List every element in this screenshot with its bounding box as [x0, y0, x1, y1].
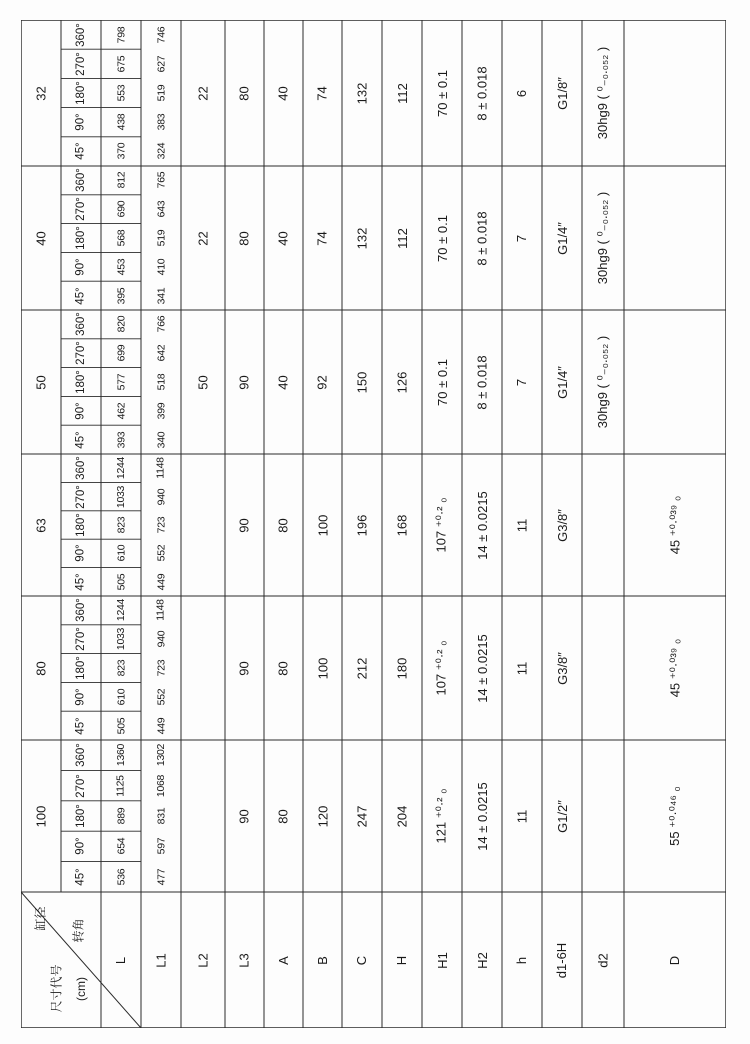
angle-header-text: 270°: [74, 197, 87, 222]
angle-header-text: 90°: [74, 688, 87, 706]
angle-header-label: 转角: [71, 918, 86, 943]
cell-C-text: 196: [354, 514, 370, 536]
cell-A-text: 80: [276, 808, 291, 824]
bore-header-100-text: 100: [33, 805, 49, 827]
cell-L3-text: 80: [237, 230, 252, 246]
table-grid: [21, 20, 726, 1028]
row-label-h-text: h: [514, 956, 530, 964]
cell-H-text: 180: [394, 657, 410, 679]
cell-L-text: 395: [115, 287, 127, 304]
cylinder-dimension-table: [21, 20, 726, 1028]
cell-L-text: 675: [115, 55, 127, 73]
cell-h-text: 11: [514, 518, 530, 532]
cell-L-text: 889: [115, 807, 127, 825]
cell-C-text: 150: [354, 371, 370, 393]
cell-B-text: 74: [315, 85, 330, 101]
cell-A-text: 40: [276, 374, 291, 390]
cell-h-text: 7: [514, 378, 530, 386]
cell-L-text: 699: [115, 344, 127, 362]
cell-L1-text: 518: [155, 373, 167, 391]
cell-L1-text: 627: [155, 55, 167, 73]
angle-header-text: 90°: [74, 258, 87, 276]
angle-header-text: 180°: [74, 81, 87, 105]
cell-L-text: 610: [115, 688, 127, 706]
cell-H1-text: 107 ⁺⁰·² ₀: [434, 640, 450, 696]
cell-h-text: 7: [514, 234, 530, 242]
cell-L3-text: 90: [237, 808, 252, 824]
row-label-h2-text: H2: [474, 951, 490, 969]
bore-header-label: 缸径: [33, 906, 48, 931]
row-label-l2-text: L2: [195, 952, 211, 968]
row-label-h1-text: H1: [434, 951, 450, 969]
cell-L-text: 438: [115, 113, 127, 131]
angle-header-text: 45°: [74, 430, 87, 449]
cell-L1-text: 341: [155, 287, 167, 304]
cell-d1-text: G1/8″: [554, 76, 570, 110]
cell-B-text: 92: [315, 374, 330, 390]
cell-L-text: 505: [115, 573, 127, 591]
bore-header-40-text: 40: [33, 230, 49, 246]
cell-L1-text: 552: [155, 688, 167, 706]
cell-L1-text: 723: [155, 516, 167, 534]
cell-h-text: 6: [514, 89, 530, 97]
cell-L1-text: 746: [155, 26, 167, 43]
bore-header-50-text: 50: [33, 374, 49, 390]
angle-header-text: 90°: [74, 544, 87, 563]
cell-L1-text: 642: [155, 344, 167, 362]
angle-header-text: 180°: [74, 513, 87, 537]
cell-d1-text: G1/4″: [554, 221, 570, 255]
cell-L-text: 1244: [114, 457, 127, 480]
cell-L-text: 820: [115, 316, 127, 333]
cell-L-text: 690: [115, 200, 127, 218]
cell-L-text: 577: [115, 373, 127, 391]
cell-d2-text: 30hg9 ( ⁰₋₀.₀₅₂ ): [595, 46, 610, 140]
angle-header-text: 45°: [74, 868, 87, 886]
angle-header-text: 180°: [74, 656, 87, 680]
cell-L1-text: 831: [155, 807, 167, 825]
bore-header-80-text: 80: [33, 660, 49, 676]
cell-L-text: 393: [115, 431, 127, 448]
cell-L-text: 453: [115, 258, 127, 276]
cell-h-text: 11: [514, 809, 530, 823]
cell-L1-text: 340: [155, 431, 167, 448]
cell-L1-text: 449: [155, 717, 167, 734]
angle-header-text: 360°: [74, 312, 87, 337]
cell-L1-text: 410: [155, 258, 167, 276]
cell-B-text: 100: [314, 657, 330, 679]
cell-H-text: 168: [394, 514, 410, 536]
angle-header-text: 360°: [74, 168, 87, 193]
cell-L1-text: 383: [155, 113, 167, 131]
cell-L1-text: 765: [155, 172, 167, 189]
cell-L-text: 1033: [114, 485, 127, 508]
row-label-l3-text: L3: [237, 952, 252, 968]
cell-B-text: 74: [315, 230, 330, 246]
cell-D-text: 55 ⁺⁰·⁰⁴⁶ ₀: [666, 786, 682, 846]
angle-header-text: 90°: [74, 113, 87, 131]
cell-L1-text: 643: [155, 200, 167, 218]
angle-header-text: 180°: [74, 804, 87, 828]
cell-L-text: 823: [115, 516, 127, 534]
cell-d1-text: G3/8″: [554, 508, 570, 542]
cell-L1-text: 1148: [154, 599, 167, 622]
cell-H-text: 112: [394, 82, 410, 104]
cell-H1-text: 70 ± 0.1: [434, 69, 450, 117]
cell-B-text: 120: [314, 805, 330, 827]
cell-L-text: 1033: [114, 628, 127, 651]
cell-L-text: 610: [115, 545, 127, 562]
angle-header-text: 180°: [74, 370, 87, 394]
cell-H-text: 126: [394, 371, 410, 393]
cell-L1-text: 723: [155, 659, 167, 677]
cell-L1-text: 597: [155, 838, 167, 855]
cell-L1-text: 477: [155, 868, 167, 886]
cell-L1-text: 940: [155, 630, 167, 648]
cell-H2-text: 14 ± 0.0215: [474, 781, 490, 851]
row-label-b-text: B: [314, 955, 330, 965]
cell-d1-text: G1/4″: [554, 365, 570, 399]
cell-H2-text: 8 ± 0.018: [474, 210, 490, 266]
angle-header-text: 360°: [74, 22, 87, 47]
cell-C-text: 132: [354, 82, 370, 104]
cell-d2-text: 30hg9 ( ⁰₋₀.₀₅₂ ): [595, 191, 610, 285]
cell-L-text: 1360: [114, 744, 127, 767]
cell-L2-text: 22: [195, 85, 211, 101]
cell-L-text: 370: [115, 143, 127, 160]
cell-L1-text: 519: [155, 229, 167, 247]
row-label-c-text: C: [354, 955, 370, 965]
cell-A-text: 40: [276, 230, 291, 246]
cell-H2-text: 14 ± 0.0215: [474, 490, 490, 560]
angle-header-text: 360°: [74, 456, 87, 481]
cell-A-text: 80: [276, 517, 291, 533]
angle-header-text: 180°: [74, 226, 87, 250]
cell-L-text: 1244: [114, 599, 127, 622]
row-label-d2-text: d2: [595, 952, 611, 968]
unit-header-label: (cm): [74, 977, 88, 1001]
table-corner-header: [22, 892, 121, 1027]
angle-header-text: 45°: [74, 142, 87, 161]
cell-L2-text: 22: [195, 230, 211, 246]
cell-H1-text: 70 ± 0.1: [434, 358, 450, 406]
cell-C-text: 212: [354, 657, 370, 679]
cell-L-text: 568: [115, 229, 127, 247]
row-label-h-text: H: [394, 955, 410, 965]
angle-header-text: 360°: [74, 743, 87, 768]
cell-H1-text: 107 ⁺⁰·² ₀: [434, 497, 450, 553]
row-label-d1-6h-text: d1-6H: [554, 942, 570, 978]
cell-h-text: 11: [514, 661, 530, 675]
cell-H-text: 204: [394, 805, 410, 827]
cell-B-text: 100: [314, 514, 330, 536]
cell-L-text: 553: [115, 84, 127, 102]
angle-header-text: 270°: [74, 484, 87, 509]
cell-L1-text: 940: [155, 488, 167, 505]
angle-header-text: 270°: [74, 773, 87, 798]
cell-L1-text: 519: [155, 84, 167, 102]
angle-header-text: 90°: [74, 837, 87, 856]
cell-L1-text: 324: [155, 143, 167, 160]
cell-L2-text: 50: [195, 374, 211, 390]
row-label-l-text: L: [113, 956, 129, 964]
cell-A-text: 40: [276, 85, 291, 101]
cell-L3-text: 80: [237, 85, 252, 101]
cell-H1-text: 70 ± 0.1: [434, 214, 450, 262]
angle-header-text: 45°: [74, 286, 87, 305]
cell-d1-text: G1/2″: [554, 799, 570, 833]
cell-L-text: 1125: [114, 774, 127, 797]
cell-L1-text: 1068: [154, 774, 167, 797]
cell-L1-text: 1148: [154, 457, 167, 479]
angle-header-text: 270°: [74, 627, 87, 652]
cell-D-text: 45 ⁺⁰·⁰³⁹ ₀: [667, 638, 682, 698]
cell-L-text: 505: [115, 717, 127, 734]
row-label-l1-text: L1: [153, 952, 169, 968]
cell-L-text: 823: [115, 659, 127, 677]
cell-L-text: 462: [115, 402, 127, 420]
cell-C-text: 132: [354, 227, 370, 249]
cell-L-text: 536: [115, 868, 127, 886]
cell-L1-text: 552: [155, 545, 167, 562]
cell-H2-text: 8 ± 0.018: [474, 354, 490, 410]
cell-C-text: 247: [354, 805, 370, 827]
cell-L3-text: 90: [237, 517, 252, 533]
cell-L3-text: 90: [237, 660, 252, 676]
angle-header-text: 90°: [74, 402, 87, 420]
cell-L1-text: 399: [155, 402, 167, 420]
cell-H-text: 112: [394, 227, 410, 249]
cell-D-text: 45 ⁺⁰·⁰³⁹ ₀: [667, 495, 682, 555]
cell-L3-text: 90: [237, 374, 252, 390]
bore-header-32-text: 32: [33, 85, 49, 101]
row-label-a-text: A: [275, 955, 291, 965]
cell-A-text: 80: [276, 660, 291, 676]
angle-header-text: 45°: [74, 716, 87, 735]
cell-L-text: 812: [115, 172, 127, 189]
cell-H2-text: 14 ± 0.0215: [474, 633, 490, 703]
code-header-label: 尺寸代号: [49, 964, 64, 1013]
angle-header-text: 45°: [74, 573, 87, 591]
cell-d2-text: 30hg9 ( ⁰₋₀.₀₅₂ ): [595, 335, 610, 429]
cell-H1-text: 121 ⁺⁰·² ₀: [434, 788, 450, 844]
cell-L1-text: 1302: [154, 744, 167, 767]
row-label-d-text: D: [667, 955, 683, 965]
cell-L-text: 654: [115, 838, 127, 855]
angle-header-text: 270°: [74, 51, 87, 76]
cell-L1-text: 766: [155, 316, 167, 333]
cell-L1-text: 449: [155, 573, 167, 591]
angle-header-text: 360°: [74, 598, 87, 623]
cell-L-text: 798: [115, 26, 127, 43]
angle-header-text: 270°: [74, 341, 87, 366]
cell-H2-text: 8 ± 0.018: [474, 65, 490, 121]
cell-d1-text: G3/8″: [554, 651, 570, 685]
bore-header-63-text: 63: [33, 517, 49, 533]
